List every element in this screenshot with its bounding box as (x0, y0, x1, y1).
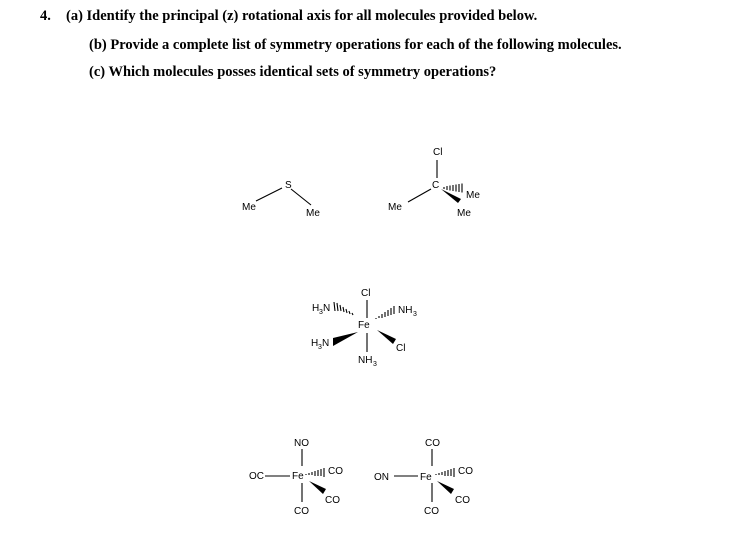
atom-label: N (323, 303, 331, 314)
wedge-bond (441, 189, 461, 203)
molecule-dimethyl-sulfide (242, 180, 320, 219)
atom-label: NH (398, 305, 413, 316)
atom-label: Cl (396, 343, 406, 354)
question-part-a: (a) Identify the principal (z) rotational axis for all molecules provided below. (66, 8, 538, 24)
bond (291, 189, 311, 205)
wedge-bond (333, 332, 358, 346)
hash-bond (444, 184, 462, 193)
atom-label: OC (249, 471, 264, 482)
question-part-b: (b) Provide a complete list of symmetry operations for each of the following molecules. (89, 37, 622, 53)
atom-label: ON (374, 472, 389, 483)
wedge-bond (437, 481, 454, 494)
atom-label: C (432, 180, 440, 191)
question-number: 4. (40, 8, 51, 24)
atom-label: Me (306, 208, 320, 219)
bond (256, 188, 282, 201)
atom-label: CO (425, 438, 440, 449)
atom-label: Fe (358, 320, 370, 331)
atom-label: 3 (319, 309, 323, 316)
hash-bond (436, 468, 454, 477)
wedge-bond (309, 481, 326, 494)
atom-label: 3 (413, 311, 417, 318)
atom-label: Me (388, 202, 402, 213)
wedge-bond (377, 330, 396, 344)
molecule-iron-ammine (311, 288, 417, 368)
atom-label: CO (458, 466, 473, 477)
hash-bond (376, 306, 394, 319)
atom-label: CO (455, 495, 470, 506)
atom-label: NO (294, 438, 309, 449)
atom-label: H (312, 303, 320, 314)
molecule-iron-carbonyl-2 (374, 438, 473, 517)
atom-label: 3 (318, 344, 322, 351)
atom-label: Cl (361, 288, 371, 299)
atom-label: 3 (373, 361, 377, 368)
hash-bond (306, 468, 324, 477)
atom-label: CO (325, 495, 340, 506)
hash-bond (334, 302, 353, 315)
atom-label: N (322, 338, 330, 349)
atom-label: CO (294, 506, 309, 517)
molecule-iron-carbonyl-1 (249, 438, 343, 517)
atom-label: Fe (420, 472, 432, 483)
atom-label: H (311, 338, 319, 349)
atom-label: Cl (433, 147, 443, 158)
atom-label: NH (358, 355, 373, 366)
atom-label: CO (328, 466, 343, 477)
atom-label: Fe (292, 471, 304, 482)
question-part-c: (c) Which molecules posses identical sets of symmetry operations? (89, 64, 497, 80)
molecule-chloro-carbon (388, 147, 480, 219)
atom-label: Me (457, 208, 471, 219)
atom-label: Me (242, 202, 256, 213)
atom-label: Me (466, 190, 480, 201)
atom-label: S (285, 180, 292, 191)
bond (408, 189, 431, 202)
atom-label: CO (424, 506, 439, 517)
